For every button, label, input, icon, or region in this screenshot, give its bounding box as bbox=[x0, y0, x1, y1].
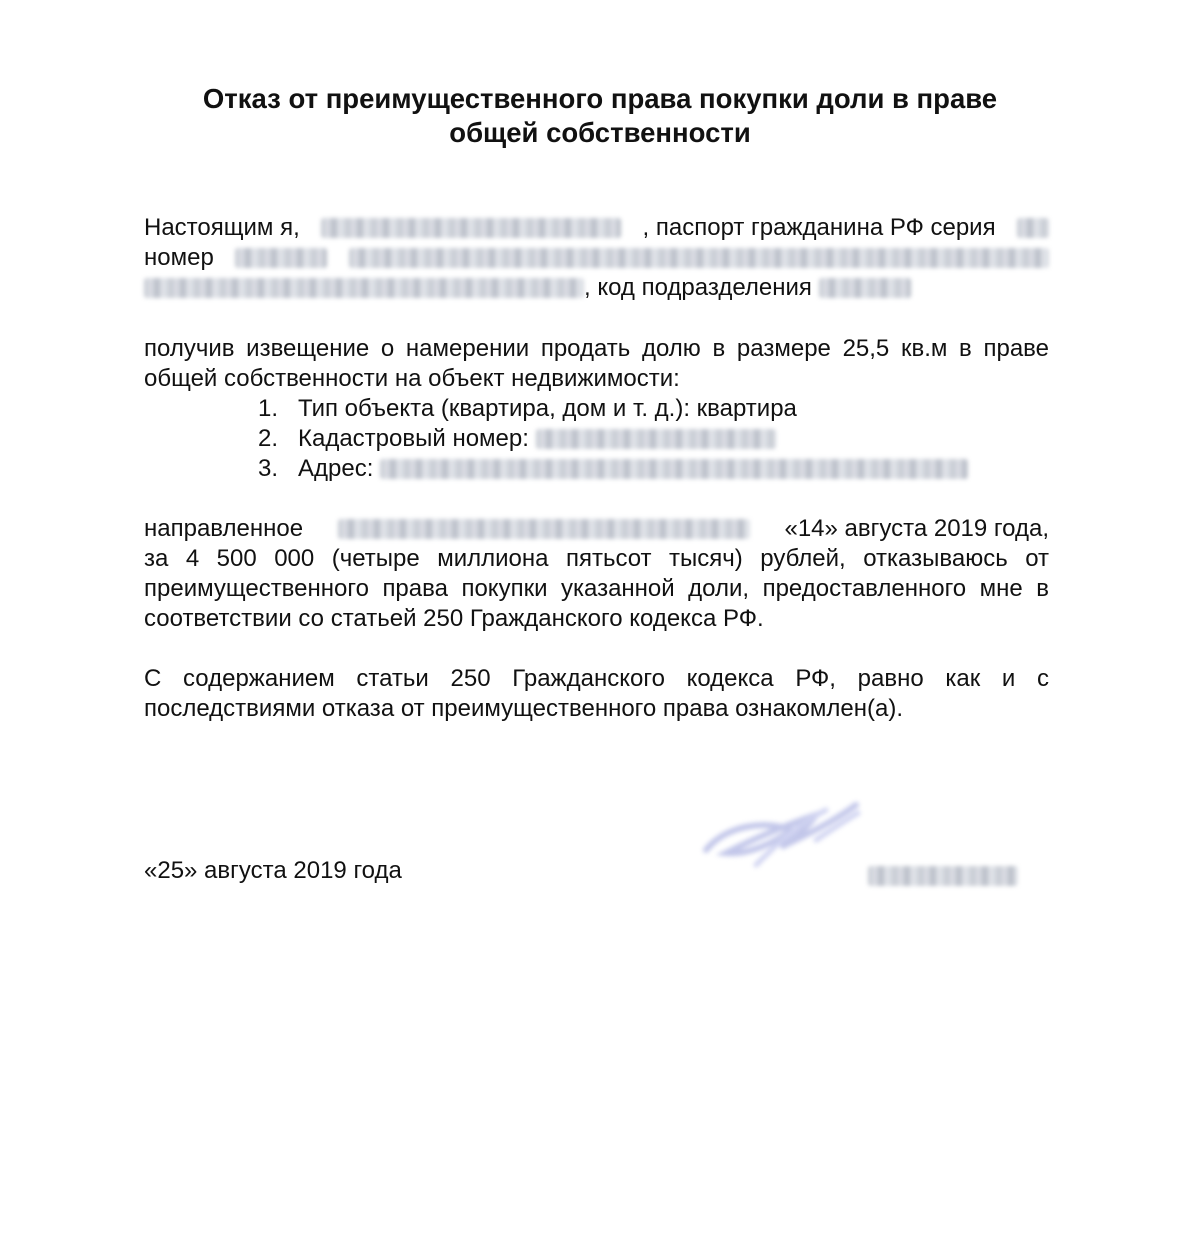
list-number: 2. bbox=[258, 425, 279, 452]
redacted-full-name bbox=[321, 218, 621, 238]
intro-text-start: Настоящим я, bbox=[144, 214, 300, 241]
list-text: Адрес: bbox=[298, 455, 374, 482]
document-title bbox=[120, 82, 1080, 150]
redacted-issuer-and-date bbox=[144, 278, 584, 298]
title-line-2: общей собственности bbox=[449, 117, 751, 148]
list-item-cadastral-number bbox=[258, 424, 776, 454]
intro-passport-text: , паспорт гражданина РФ серия bbox=[642, 214, 996, 241]
redacted-address bbox=[380, 459, 968, 479]
intro-line-1 bbox=[144, 213, 1049, 243]
list-number: 3. bbox=[258, 455, 279, 482]
intro-line-3 bbox=[144, 273, 911, 303]
notice-paragraph: получив извещение о намерении продать долю в размере 25,5 кв.м в праве общей собственности на объект недвижимости: bbox=[144, 335, 1049, 392]
list-item-object-type bbox=[258, 394, 797, 424]
signature-image bbox=[696, 785, 866, 880]
redacted-passport-number bbox=[235, 248, 327, 268]
directed-date-text: «14» августа 2019 года, bbox=[784, 515, 1049, 542]
redacted-seller-name bbox=[338, 519, 750, 539]
list-text: Тип объекта (квартира, дом и т. д.): квартира bbox=[298, 395, 797, 422]
redacted-signer-initials bbox=[868, 866, 1018, 886]
redacted-passport-issuer bbox=[349, 248, 1049, 268]
intro-number-label: номер bbox=[144, 244, 214, 271]
signature-date: «25» августа 2019 года bbox=[144, 857, 402, 884]
list-number: 1. bbox=[258, 395, 279, 422]
intro-division-code-label: , код подразделения bbox=[584, 274, 812, 301]
directed-line-1 bbox=[144, 514, 1049, 544]
redacted-passport-series bbox=[1017, 218, 1049, 238]
directed-text: направленное bbox=[144, 515, 304, 542]
refusal-paragraph: за 4 500 000 (четыре миллиона пятьсот тысяч) рублей, отказываюсь от преимущественного права покупки указанной доли, предоставленного мне в соответствии со статьей 250 Гражданского кодекса РФ. bbox=[144, 545, 1049, 632]
list-item-address bbox=[258, 454, 968, 484]
redacted-cadastral-number bbox=[536, 429, 776, 449]
redacted-division-code bbox=[819, 278, 911, 298]
acknowledgement-paragraph: С содержанием статьи 250 Гражданского кодекса РФ, равно как и с последствиями отказа от преимущественного права ознакомлен(а). bbox=[144, 665, 1049, 722]
intro-line-2 bbox=[144, 243, 1049, 273]
list-text: Кадастровый номер: bbox=[298, 425, 529, 452]
title-line-1: Отказ от преимущественного права покупки доли в праве bbox=[202, 83, 998, 114]
